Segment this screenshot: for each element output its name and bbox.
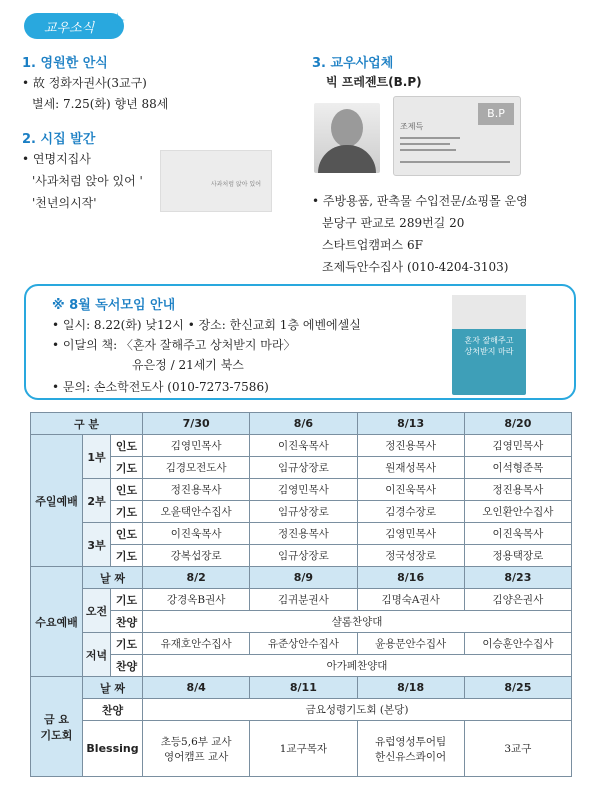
part-label: 오전 xyxy=(83,589,111,633)
poetry-book-image-title: 사과처럼 앉아 있어 xyxy=(210,181,261,188)
schedule-cell: 김경모전도사 xyxy=(143,457,250,479)
table-row xyxy=(31,721,572,777)
schedule-cell: 초등5,6부 교사 영어캠프 교사 xyxy=(143,721,250,777)
part-label: 저녁 xyxy=(83,633,111,677)
business-contact: 조제득안수집사 (010-4204-3103) xyxy=(322,260,509,274)
schedule-cell: 유준상안수집사 xyxy=(250,633,357,655)
owner-photo xyxy=(314,103,380,173)
role-label: 기도 xyxy=(111,501,143,523)
role-label: 찬양 xyxy=(111,655,143,677)
poetry-book-image xyxy=(160,150,272,212)
reading-book-cover-title: 혼자 잘해주고 상처받지 마라 xyxy=(464,336,514,356)
role-label: 기도 xyxy=(111,545,143,567)
schedule-cell: 김영민목사 xyxy=(250,479,357,501)
table-row xyxy=(31,523,572,545)
schedule-cell: 김양은권사 xyxy=(464,589,571,611)
sparkle-icon: ✦ xyxy=(108,9,127,34)
business-desc: • 주방용품, 판촉물 수입전문/쇼핑몰 운영 xyxy=(312,194,528,208)
table-row xyxy=(31,479,572,501)
role-label: 기도 xyxy=(111,589,143,611)
schedule-cell: 정진용목사 xyxy=(143,479,250,501)
choir-cell: 아가페찬양대 xyxy=(143,655,572,677)
friday-date: 8/4 xyxy=(143,677,250,699)
table-row xyxy=(31,435,572,457)
table-row xyxy=(31,633,572,655)
schedule-cell: 정국성장로 xyxy=(357,545,464,567)
date-label: 날 짜 xyxy=(83,677,143,699)
business-address: 분당구 판교로 289번길 20 xyxy=(322,216,465,230)
schedule-cell: 김귀분권사 xyxy=(250,589,357,611)
poetry-title: 2. 시집 발간 xyxy=(22,132,96,147)
poetry-book-title: '사과처럼 앉아 있어 ' xyxy=(32,174,143,188)
table-row xyxy=(31,501,572,523)
poetry-author: • 연명지집사 xyxy=(22,152,91,166)
sunday-date: 8/6 xyxy=(250,413,357,435)
obituary-name: • 故 정화자권사(3교구) xyxy=(22,76,147,90)
sunday-date: 8/13 xyxy=(357,413,464,435)
role-label: 찬양 xyxy=(111,611,143,633)
choir-cell: 샬롬찬양대 xyxy=(143,611,572,633)
obituary-date: 별세: 7.25(화) 향년 88세 xyxy=(32,97,169,111)
business-card-image xyxy=(393,96,521,176)
friday-service-label xyxy=(31,677,83,777)
card-name: 조제득 xyxy=(400,122,424,131)
wednesday-date: 8/16 xyxy=(357,567,464,589)
role-label: 인도 xyxy=(111,435,143,457)
schedule-cell: 3교구 xyxy=(464,721,571,777)
business-name: 빅 프레젠트(B.P) xyxy=(326,75,422,89)
friday-date: 8/11 xyxy=(250,677,357,699)
part-label: 1부 xyxy=(83,435,111,479)
date-label: 날 짜 xyxy=(83,567,143,589)
service-schedule-table xyxy=(30,412,572,777)
wednesday-date-row xyxy=(31,567,572,589)
friday-label-line2: 기도회 xyxy=(40,728,73,742)
section-header-title: 교우소식 xyxy=(44,20,95,36)
schedule-cell: 오윤택안수집사 xyxy=(143,501,250,523)
role-label: 인도 xyxy=(111,479,143,501)
schedule-cell: 강경옥B권사 xyxy=(143,589,250,611)
role-label: 인도 xyxy=(111,523,143,545)
wednesday-date: 8/9 xyxy=(250,567,357,589)
schedule-cell: 정진용목사 xyxy=(464,479,571,501)
friday-label-line1: 금 요 xyxy=(43,712,70,726)
schedule-cell: 이승훈안수집사 xyxy=(464,633,571,655)
schedule-cell: 이진욱목사 xyxy=(250,435,357,457)
gubun-header: 구 분 xyxy=(31,413,143,435)
schedule-cell: 정진용목사 xyxy=(250,523,357,545)
friday-date: 8/18 xyxy=(357,677,464,699)
schedule-cell: 원재성목사 xyxy=(357,457,464,479)
business-title: 3. 교우사업체 xyxy=(312,56,394,71)
schedule-cell: 임규상장로 xyxy=(250,501,357,523)
schedule-cell: 임규상장로 xyxy=(250,545,357,567)
wednesday-service-label: 수요예배 xyxy=(31,567,83,677)
table-row xyxy=(31,655,572,677)
schedule-cell: 이진욱목사 xyxy=(357,479,464,501)
schedule-cell: 임규상장로 xyxy=(250,457,357,479)
part-label: 2부 xyxy=(83,479,111,523)
obituary-title: 1. 영원한 안식 xyxy=(22,56,108,71)
friday-date: 8/25 xyxy=(464,677,571,699)
reading-group-title: ※ 8월 독서모임 안내 xyxy=(52,298,176,313)
schedule-cell: 이석형준목 xyxy=(464,457,571,479)
schedule-cell: 강복섭장로 xyxy=(143,545,250,567)
wednesday-date: 8/23 xyxy=(464,567,571,589)
schedule-cell: 정진용목사 xyxy=(357,435,464,457)
reading-group-author: 유은정 / 21세기 북스 xyxy=(132,358,244,372)
role-label: Blessing xyxy=(83,721,143,777)
reading-group-contact: • 문의: 손소학전도사 (010-7273-7586) xyxy=(52,380,269,394)
role-label: 기도 xyxy=(111,633,143,655)
schedule-cell: 김영민목사 xyxy=(143,435,250,457)
schedule-cell: 김영민목사 xyxy=(357,523,464,545)
role-label: 찬양 xyxy=(83,699,143,721)
table-row xyxy=(31,699,572,721)
wednesday-date: 8/2 xyxy=(143,567,250,589)
schedule-cell: 윤용문안수집사 xyxy=(357,633,464,655)
table-row xyxy=(31,611,572,633)
schedule-cell: 김명숙A권사 xyxy=(357,589,464,611)
schedule-cell: 김경수장로 xyxy=(357,501,464,523)
reading-book-cover xyxy=(452,295,526,395)
sunday-service-label: 주일예배 xyxy=(31,435,83,567)
business-building: 스타트업캠퍼스 6F xyxy=(322,238,423,252)
friday-date-row xyxy=(31,677,572,699)
card-logo: B.P xyxy=(478,103,514,125)
schedule-cell: 정용택장로 xyxy=(464,545,571,567)
schedule-cell: 오인환안수집사 xyxy=(464,501,571,523)
sunday-date: 8/20 xyxy=(464,413,571,435)
table-row xyxy=(31,457,572,479)
part-label: 3부 xyxy=(83,523,111,567)
schedule-cell: 유재호안수집사 xyxy=(143,633,250,655)
reading-group-time: • 일시: 8.22(화) 낮12시 • 장소: 한신교회 1층 에벤에셀실 xyxy=(52,318,361,332)
sunday-date: 7/30 xyxy=(143,413,250,435)
choir-cell: 금요성령기도회 (본당) xyxy=(143,699,572,721)
reading-group-book: • 이달의 책: 〈혼자 잘해주고 상처받지 마라〉 xyxy=(52,338,296,352)
schedule-cell: 이진욱목사 xyxy=(464,523,571,545)
poetry-publisher: '천년의시작' xyxy=(32,196,97,210)
schedule-cell: 유럽영성투어팀 한신유스콰이어 xyxy=(357,721,464,777)
table-row xyxy=(31,545,572,567)
sunday-header-row xyxy=(31,413,572,435)
schedule-cell: 1교구목자 xyxy=(250,721,357,777)
schedule-cell: 이진욱목사 xyxy=(143,523,250,545)
table-row xyxy=(31,589,572,611)
schedule-cell: 김영민목사 xyxy=(464,435,571,457)
role-label: 기도 xyxy=(111,457,143,479)
